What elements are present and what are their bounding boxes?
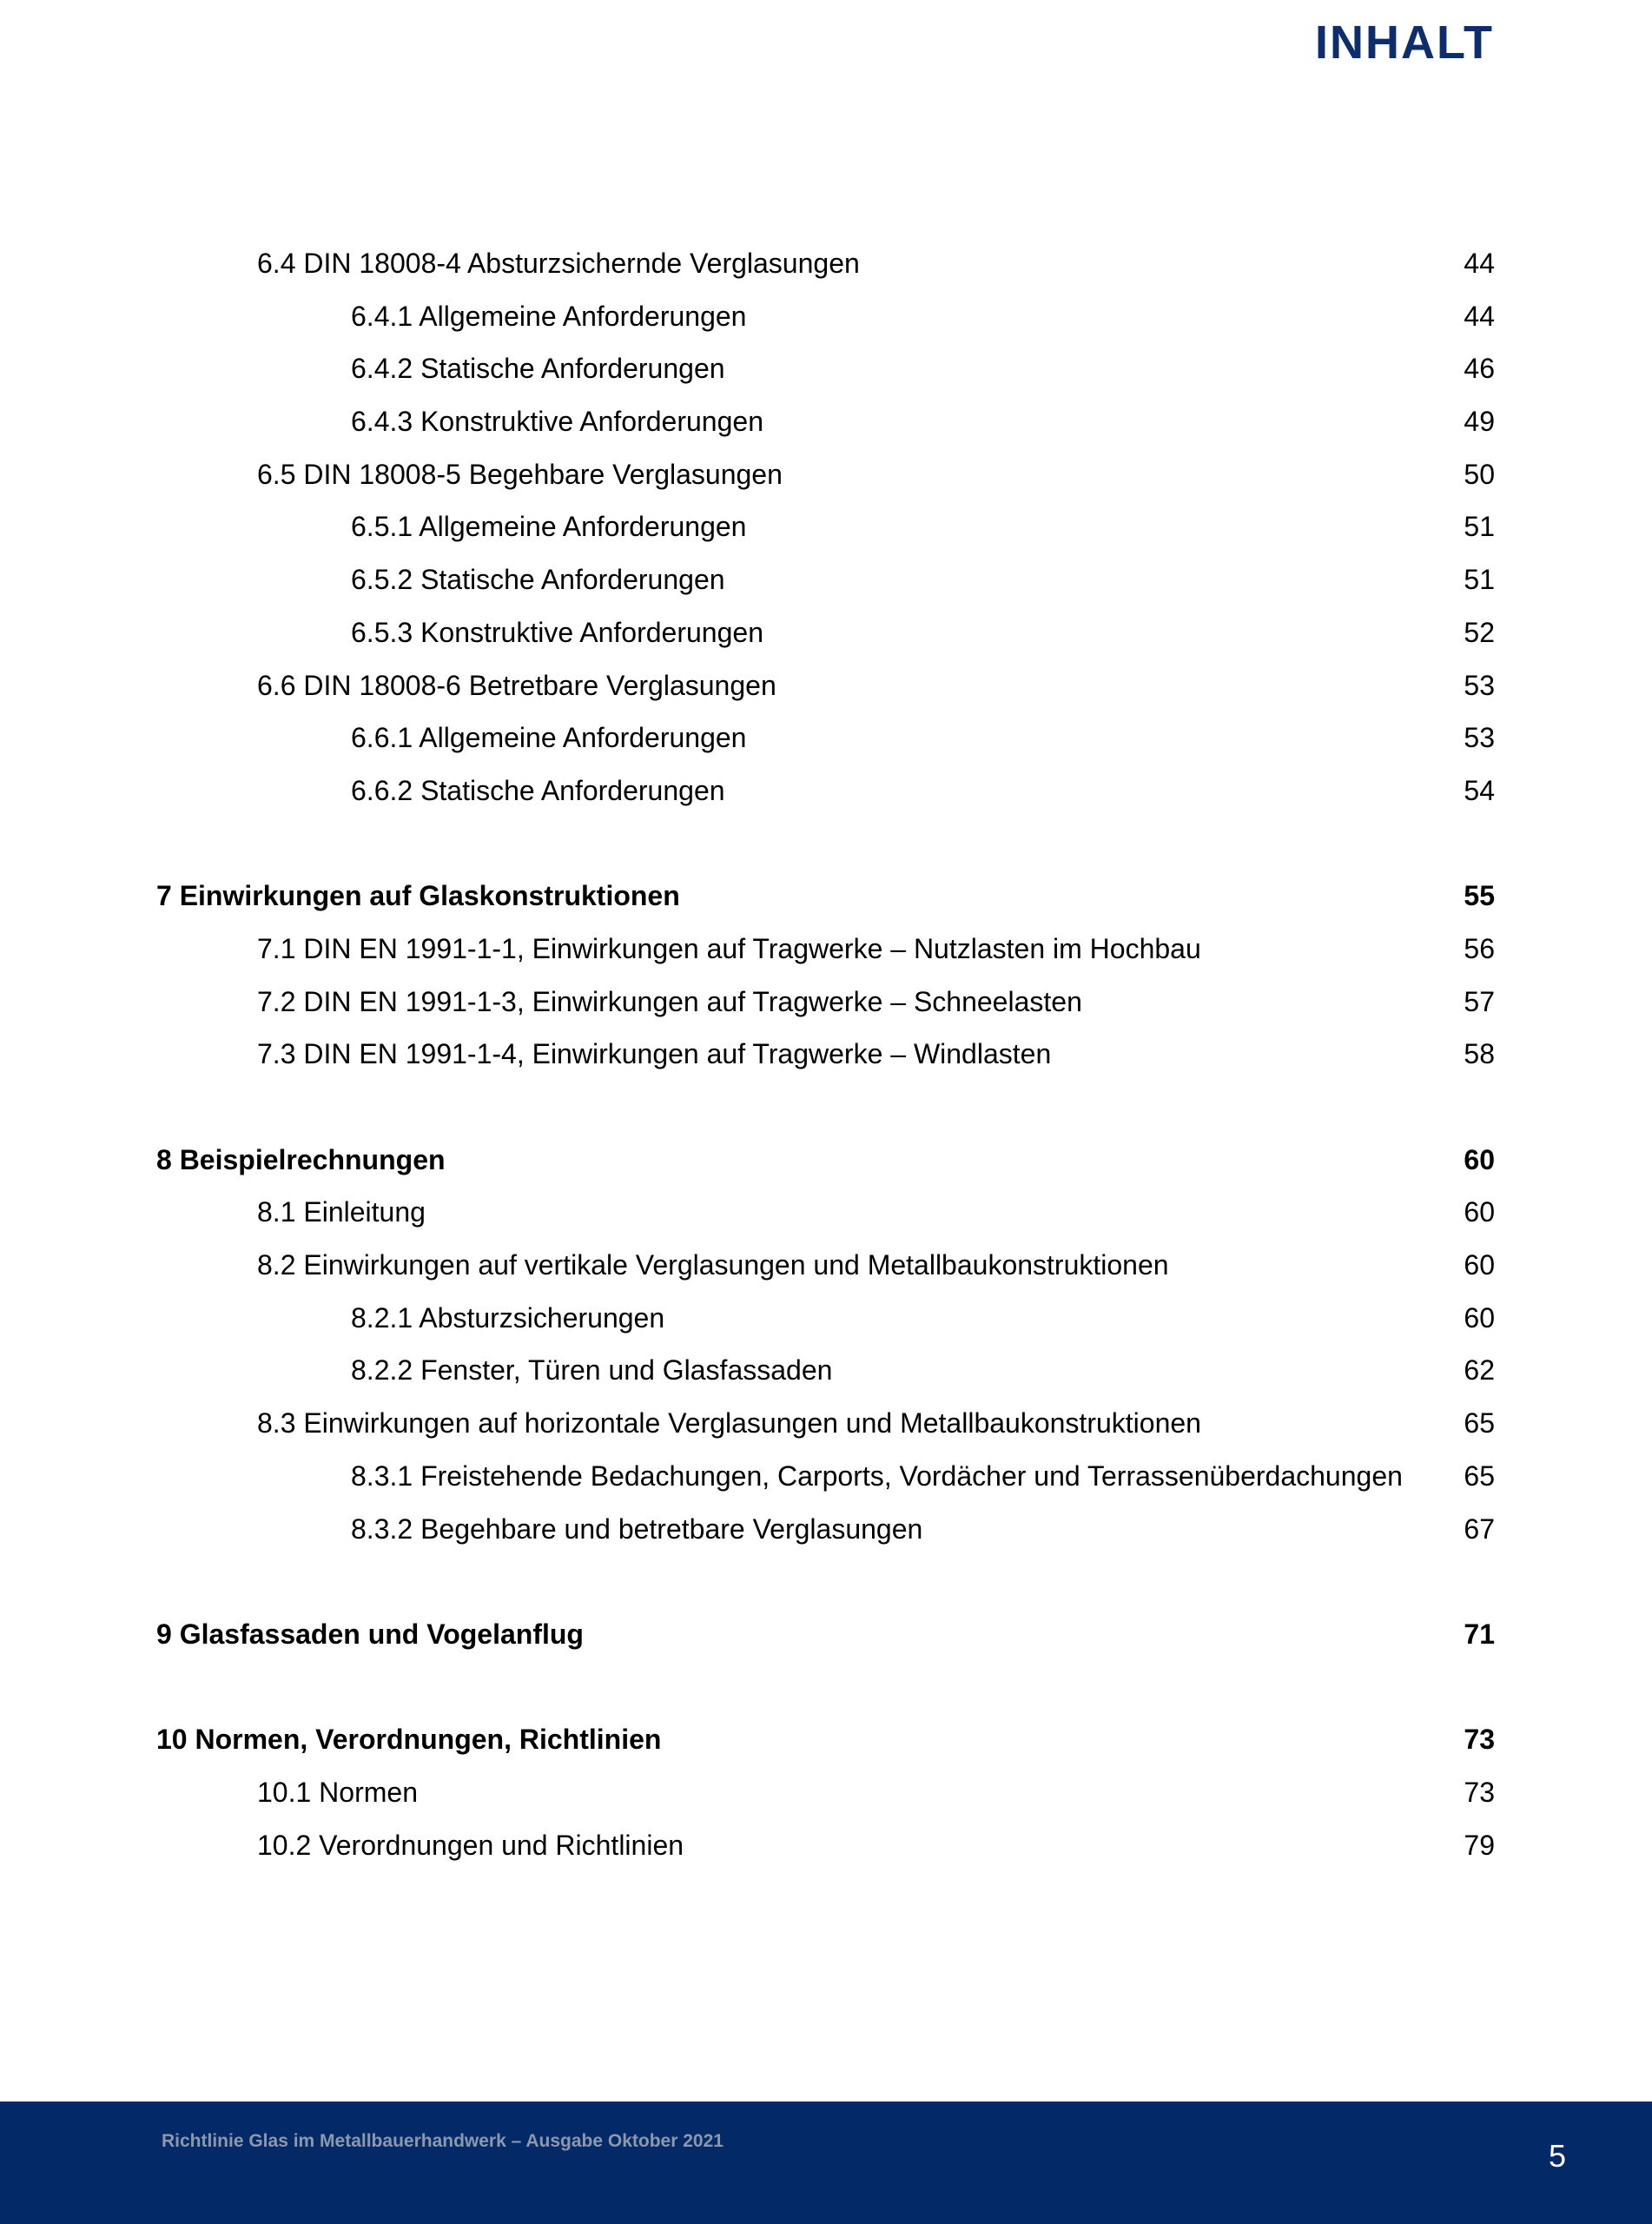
toc-entry-title: 6.5.2 Statische Anforderungen xyxy=(351,564,725,596)
toc-entry[interactable] xyxy=(156,1135,1495,1188)
toc-entry[interactable] xyxy=(156,713,1495,766)
table-of-contents xyxy=(156,239,1495,1873)
toc-entry-page: 58 xyxy=(1464,1038,1495,1070)
toc-entry-page: 46 xyxy=(1464,353,1495,385)
toc-entry-page: 73 xyxy=(1464,1776,1495,1808)
toc-entry-page: 62 xyxy=(1464,1354,1495,1387)
toc-entry-page: 49 xyxy=(1464,406,1495,438)
toc-entry-title: 9 Glasfassaden und Vogelanflug xyxy=(156,1618,584,1650)
toc-entry-page: 60 xyxy=(1464,1143,1495,1175)
toc-entry[interactable] xyxy=(156,1399,1495,1452)
toc-entry[interactable] xyxy=(156,1715,1495,1768)
toc-entry-page: 60 xyxy=(1464,1301,1495,1334)
toc-entry-title: 6.5.3 Konstruktive Anforderungen xyxy=(351,616,763,648)
toc-entry-title: 8.2 Einwirkungen auf vertikale Verglasungen und Metallbaukonstruktionen xyxy=(257,1249,1169,1281)
page-title: INHALT xyxy=(1315,17,1494,69)
toc-entry[interactable] xyxy=(156,502,1495,555)
toc-entry-title: 8.3 Einwirkungen auf horizontale Verglasungen und Metallbaukonstruktionen xyxy=(257,1407,1201,1440)
toc-entry-page: 57 xyxy=(1464,985,1495,1017)
toc-entry-page: 44 xyxy=(1464,300,1495,332)
toc-entry-title: 6.4 DIN 18008-4 Absturzsichernde Verglasungen xyxy=(257,248,860,279)
toc-entry-page: 51 xyxy=(1464,564,1495,596)
toc-entry-title: 10.2 Verordnungen und Richtlinien xyxy=(257,1829,684,1861)
toc-entry-page: 79 xyxy=(1464,1829,1495,1861)
toc-entry-page: 65 xyxy=(1464,1460,1495,1492)
toc-entry-page: 73 xyxy=(1464,1724,1495,1756)
page-footer xyxy=(0,2102,1652,2224)
toc-entry-title: 6.5 DIN 18008-5 Begehbare Verglasungen xyxy=(257,458,783,490)
toc-entry-title: 7.3 DIN EN 1991-1-4, Einwirkungen auf Tragwerke – Windlasten xyxy=(257,1038,1052,1070)
toc-entry-title: 6.5.1 Allgemeine Anforderungen xyxy=(351,511,747,543)
toc-entry[interactable] xyxy=(156,1029,1495,1082)
toc-entry-page: 53 xyxy=(1464,722,1495,754)
toc-entry-title: 6.4.2 Statische Anforderungen xyxy=(351,353,725,385)
toc-entry[interactable] xyxy=(156,292,1495,345)
toc-entry-title: 6.6.2 Statische Anforderungen xyxy=(351,774,725,806)
toc-entry-page: 50 xyxy=(1464,458,1495,490)
toc-entry-page: 54 xyxy=(1464,774,1495,806)
toc-entry-title: 6.4.3 Konstruktive Anforderungen xyxy=(351,406,763,438)
toc-entry[interactable] xyxy=(156,239,1495,292)
toc-entry[interactable] xyxy=(156,766,1495,819)
toc-entry[interactable] xyxy=(156,555,1495,608)
toc-entry-page: 56 xyxy=(1464,932,1495,964)
toc-entry-title: 8.1 Einleitung xyxy=(257,1196,426,1228)
toc-entry-page: 51 xyxy=(1464,511,1495,543)
toc-entry[interactable] xyxy=(156,1768,1495,1821)
toc-entry-title: 8 Beispielrechnungen xyxy=(156,1143,446,1175)
toc-entry[interactable] xyxy=(156,344,1495,397)
toc-entry-page: 55 xyxy=(1464,880,1495,912)
toc-entry[interactable] xyxy=(156,1610,1495,1663)
toc-entry-title: 10.1 Normen xyxy=(257,1776,418,1808)
toc-entry-page: 60 xyxy=(1464,1196,1495,1228)
toc-entry-title: 7.1 DIN EN 1991-1-1, Einwirkungen auf Tragwerke – Nutzlasten im Hochbau xyxy=(257,932,1201,964)
toc-entry[interactable] xyxy=(156,1452,1495,1505)
toc-entry-title: 8.2.1 Absturzsicherungen xyxy=(351,1301,665,1334)
toc-entry-title: 8.3.2 Begehbare und betretbare Verglasungen xyxy=(351,1512,923,1545)
toc-entry[interactable] xyxy=(156,608,1495,661)
toc-entry[interactable] xyxy=(156,924,1495,977)
toc-entry[interactable] xyxy=(156,661,1495,714)
toc-entry-page: 67 xyxy=(1464,1512,1495,1545)
toc-entry-page: 71 xyxy=(1464,1618,1495,1650)
toc-entry[interactable] xyxy=(156,1241,1495,1294)
toc-entry-page: 53 xyxy=(1464,669,1495,701)
toc-entry[interactable] xyxy=(156,1294,1495,1347)
toc-entry-title: 7.2 DIN EN 1991-1-3, Einwirkungen auf Tragwerke – Schneelasten xyxy=(257,985,1082,1017)
toc-entry-title: 6.6 DIN 18008-6 Betretbare Verglasungen xyxy=(257,669,776,701)
page-number: 5 xyxy=(1548,2138,1566,2174)
toc-entry-title: 6.6.1 Allgemeine Anforderungen xyxy=(351,722,747,754)
toc-entry[interactable] xyxy=(156,1188,1495,1241)
toc-entry-title: 8.2.2 Fenster, Türen und Glasfassaden xyxy=(351,1354,833,1387)
toc-entry-title: 10 Normen, Verordnungen, Richtlinien xyxy=(156,1724,662,1756)
toc-entry[interactable] xyxy=(156,450,1495,503)
toc-entry-page: 65 xyxy=(1464,1407,1495,1440)
toc-entry[interactable] xyxy=(156,871,1495,924)
toc-entry[interactable] xyxy=(156,1505,1495,1558)
toc-entry[interactable] xyxy=(156,977,1495,1030)
toc-entry-page: 44 xyxy=(1464,248,1495,279)
toc-entry-title: 8.3.1 Freistehende Bedachungen, Carports, Vordächer und Terrassenüberdachungen xyxy=(351,1460,1403,1492)
toc-entry-page: 60 xyxy=(1464,1249,1495,1281)
toc-entry-page: 52 xyxy=(1464,616,1495,648)
toc-entry-title: 7 Einwirkungen auf Glaskonstruktionen xyxy=(156,880,680,912)
footer-publication-title: Richtlinie Glas im Metallbauerhandwerk – Ausgabe Oktober 2021 xyxy=(162,2131,724,2151)
toc-entry[interactable] xyxy=(156,1346,1495,1399)
toc-entry[interactable] xyxy=(156,397,1495,450)
toc-entry[interactable] xyxy=(156,1821,1495,1874)
toc-entry-title: 6.4.1 Allgemeine Anforderungen xyxy=(351,300,747,332)
